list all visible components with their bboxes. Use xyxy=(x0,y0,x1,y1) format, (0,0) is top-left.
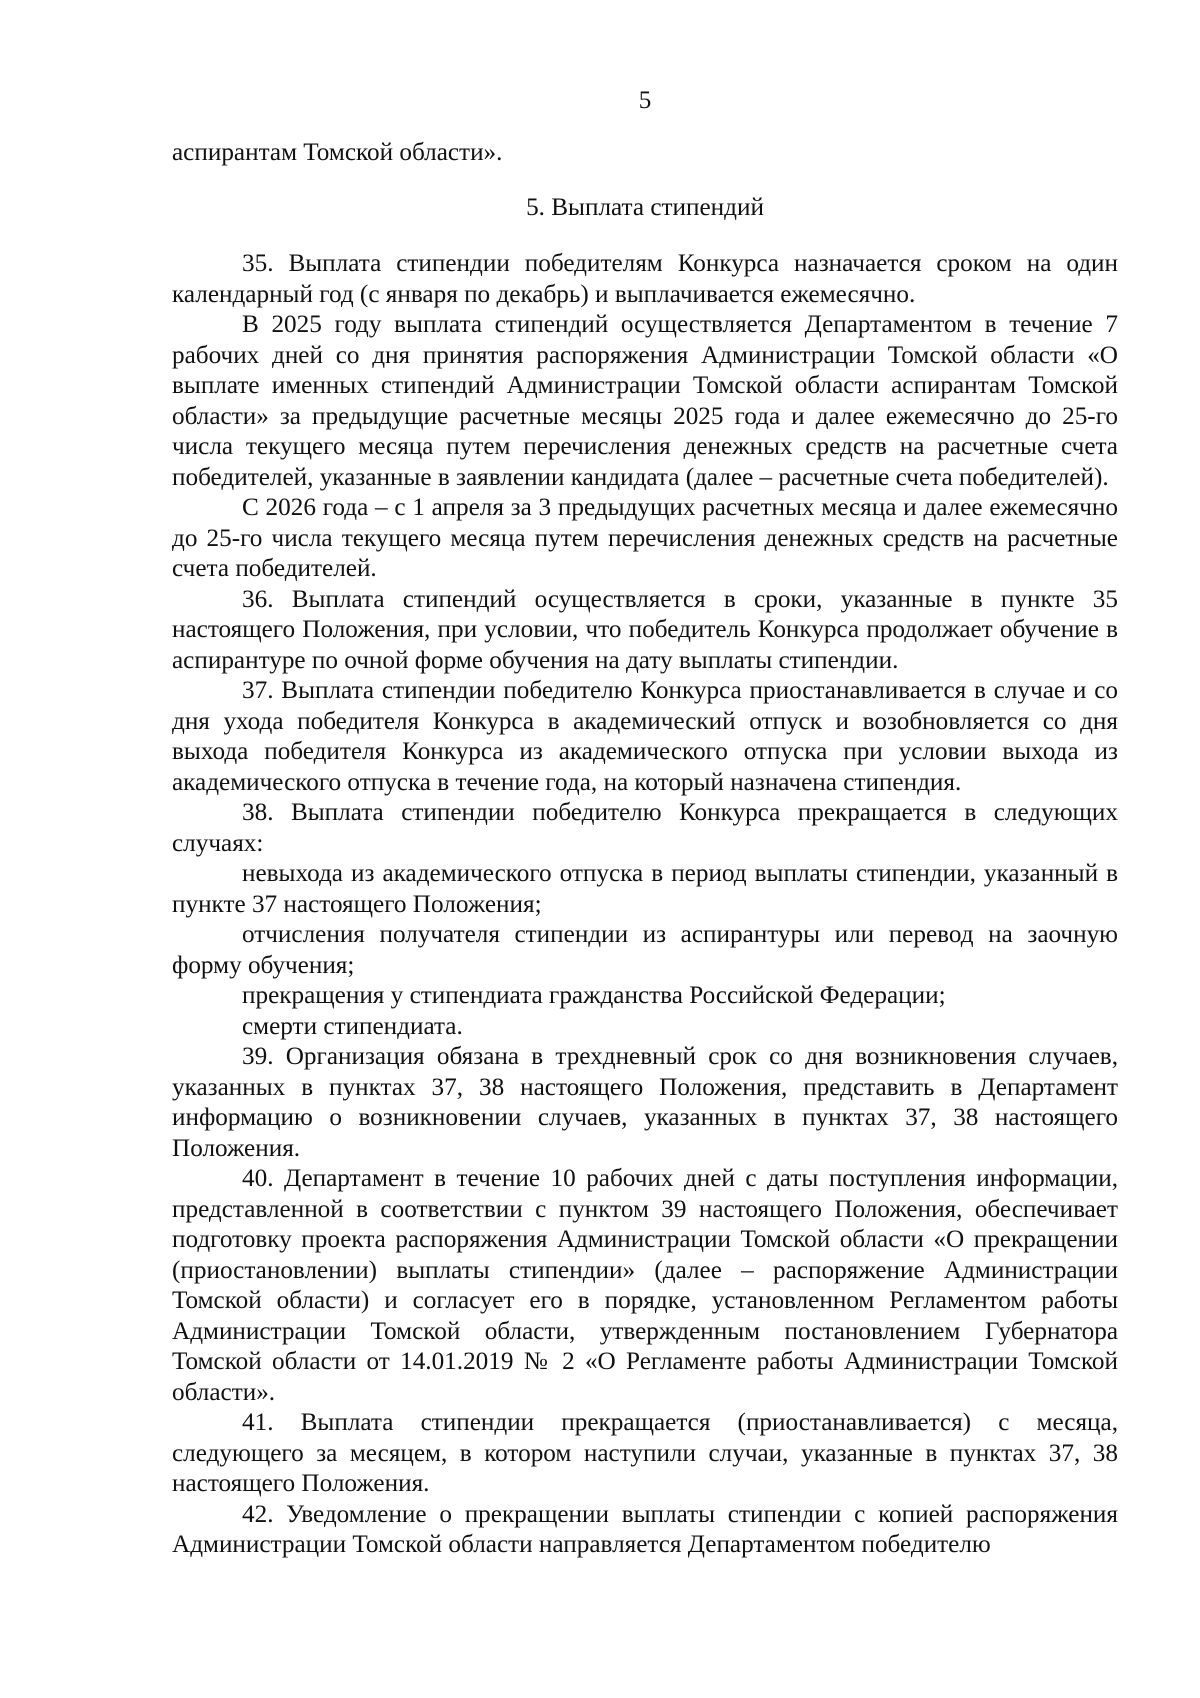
paragraph-2026-payments: С 2026 года – с 1 апреля за 3 предыдущих расчетных месяца и далее ежемесячно до 25-го числа текущего месяца путем перечисления денежных средств на расчетные счета победителей. xyxy=(172,494,1118,582)
paragraph-41: 41. Выплата стипендии прекращается (приостанавливается) с месяца, следующего за месяцем, в котором наступили случаи, указанные в пунктах 37, 38 настоящего Положения. xyxy=(172,1409,1118,1497)
list-item-death: смерти стипендиата. xyxy=(242,1012,463,1040)
paragraph-35: 35. Выплата стипендии победителям Конкурса назначается сроком на один календарный год (с января по декабрь) и выплачивается ежемесячно. xyxy=(172,250,1118,308)
page-number: 5 xyxy=(638,87,652,114)
paragraph-2025-payments: В 2025 году выплата стипендий осуществляется Департаментом в течение 7 рабочих дней со дня принятия распоряжения Администрации Томской области «О выплате именных стипендий Администрации Томской области аспирантам Томской области» за предыдущие расчетные месяцы 2025 года и далее ежемесячно до 25-го числа текущего месяца путем перечисления денежных средств на расчетные счета победителей, указанные в заявлении кандидата (далее – расчетные счета победителей). xyxy=(172,311,1118,491)
section-heading: 5. Выплата стипендий xyxy=(526,193,764,221)
paragraph-39: 39. Организация обязана в трехдневный срок со дня возникновения случаев, указанных в пунктах 37, 38 настоящего Положения, представить в Департамент информацию о возникновении случаев, указанных в пунктах 37, 38 настоящего Положения. xyxy=(172,1043,1118,1162)
paragraph-36: 36. Выплата стипендий осуществляется в сроки, указанные в пункте 35 настоящего Положения, при условии, что победитель Конкурса продолжает обучение в аспирантуре по очной форме обучения на дату выплаты стипендии. xyxy=(172,585,1118,674)
paragraph-37: 37. Выплата стипендии победителю Конкурса приостанавливается в случае и со дня ухода победителя Конкурса в академический отпуск и возобновляется со дня выхода победителя Конкурса из академического отпуска при условии выхода из академического отпуска в течение года, на который назначена стипендия. xyxy=(172,677,1118,796)
paragraph-continuation: аспирантам Томской области». xyxy=(172,139,503,166)
paragraph-42: 42. Уведомление о прекращении выплаты стипендии с копией распоряжения Администрации Томской области направляется Департаментом победителю xyxy=(172,1500,1118,1558)
document-body xyxy=(172,138,1118,1561)
list-item-academic-leave: невыхода из академического отпуска в период выплаты стипендии, указанный в пункте 37 настоящего Положения; xyxy=(172,860,1118,918)
paragraph-40: 40. Департамент в течение 10 рабочих дней с даты поступления информации, представленной в соответствии с пунктом 39 настоящего Положения, обеспечивает подготовку проекта распоряжения Администрации Томской области «О прекращении (приостановлении) выплаты стипендии» (далее – распоряжение Администрации Томской области) и согласует его в порядке, установленном Регламентом работы Администрации Томской области, утвержденным постановлением Губернатора Томской области от 14.01.2019 № 2 «О Регламенте работы Администрации Томской области». xyxy=(172,1165,1118,1406)
paragraph-38: 38. Выплата стипендии победителю Конкурса прекращается в следующих случаях: xyxy=(172,799,1118,857)
list-item-expulsion: отчисления получателя стипендии из аспирантуры или перевод на заочную форму обучения; xyxy=(172,921,1118,979)
list-item-citizenship: прекращения у стипендиата гражданства Российской Федерации; xyxy=(242,982,946,1009)
